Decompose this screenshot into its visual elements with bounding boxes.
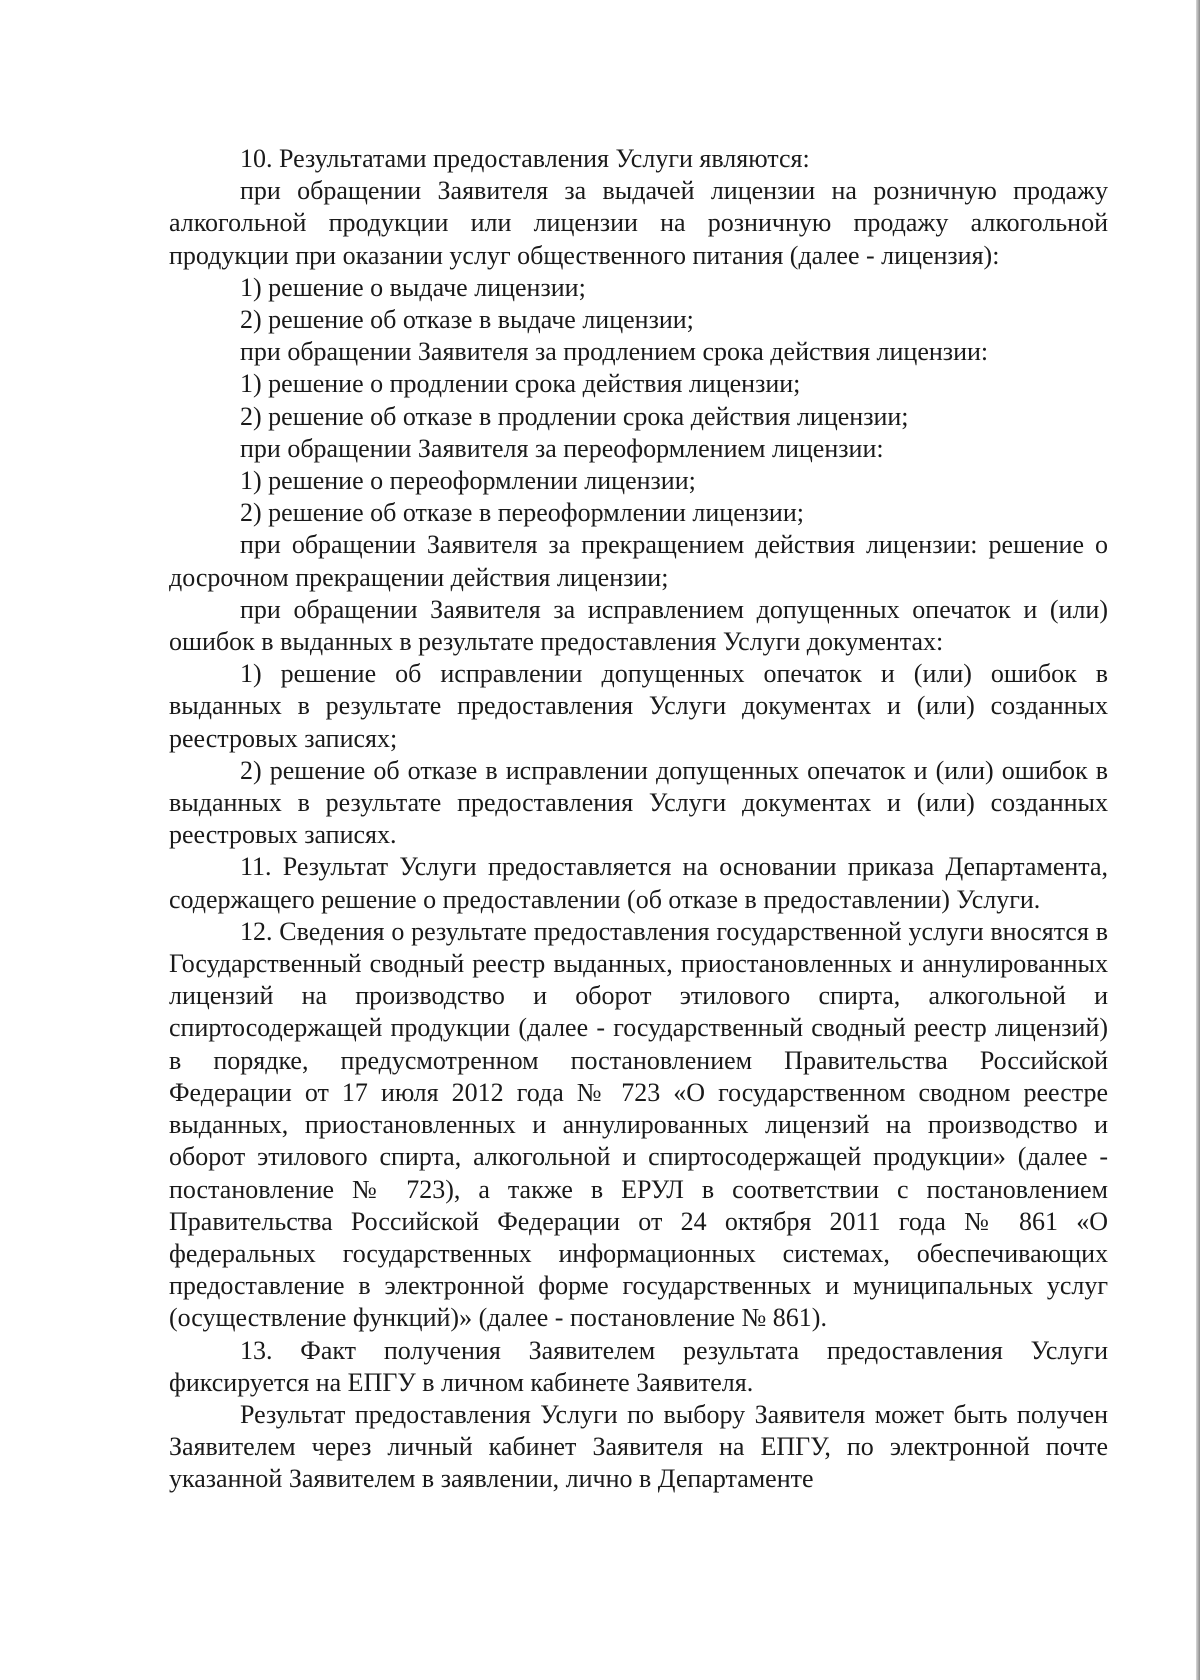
paragraph-11: при обращении Заявителя за прекращением действия лицензии: решение о досрочном прекращении действия лицензии; (169, 530, 1108, 592)
paragraph-3: 1) решение о выдаче лицензии; (240, 272, 586, 302)
paragraph-17: 13. Факт получения Заявителем результата предоставления Услуги фиксируется на ЕПГУ в личном кабинете Заявителя. (169, 1335, 1108, 1397)
paragraph-6: 1) решение о продлении срока действия лицензии; (240, 369, 801, 399)
paragraph-18: Результат предоставления Услуги по выбору Заявителя может быть получен Заявителем через личный кабинет Заявителя на ЕПГУ, по электронной почте указанной Заявителем в заявлении, лично в Департаменте (169, 1399, 1108, 1494)
paragraph-2: при обращении Заявителя за выдачей лицензии на розничную продажу алкогольной продукции или лицензии на розничную продажу алкогольной продукции при оказании услуг общественного питания (далее - лицензия): (169, 176, 1108, 270)
paragraph-14: 2) решение об отказе в исправлении допущенных опечаток и (или) ошибок в выданных в результате предоставления Услуги документах и (или) созданных реестровых записях. (169, 755, 1108, 850)
paragraph-4: 2) решение об отказе в выдаче лицензии; (240, 305, 694, 335)
paragraph-12: при обращении Заявителя за исправлением допущенных опечаток и (или) ошибок в выданных в результате предоставления Услуги документах: (169, 594, 1108, 657)
paragraph-9: 1) решение о переоформлении лицензии; (240, 466, 696, 496)
document-body (169, 143, 1108, 1496)
paragraph-1: 10. Результатами предоставления Услуги являются: (240, 144, 810, 173)
paragraph-5: при обращении Заявителя за продлением срока действия лицензии: (240, 337, 989, 367)
paragraph-15: 11. Результат Услуги предоставляется на основании приказа Департамента, содержащего решение о предоставлении (об отказе в предоставлении) Услуги. (169, 852, 1108, 914)
paragraph-13: 1) решение об исправлении допущенных опечаток и (или) ошибок в выданных в результате предоставления Услуги документах и (или) созданных реестровых записях; (169, 659, 1108, 753)
paragraph-8: при обращении Заявителя за переоформлением лицензии: (240, 433, 884, 463)
paragraph-10: 2) решение об отказе в переоформлении лицензии; (240, 498, 804, 528)
paragraph-7: 2) решение об отказе в продлении срока действия лицензии; (240, 401, 909, 431)
scan-edge-shadow (1196, 0, 1200, 1680)
paragraph-16: 12. Сведения о результате предоставления государственной услуги вносятся в Государственный сводный реестр выданных, приостановленных и аннулированных лицензий на производство и оборот этилового спирта, алкогольной и спиртосодержащей продукции (далее - государственный сводный реестр лицензий) в порядке, предусмотренном постановлением Правительства Российской Федерации от 17 июля 2012 года № 723 «О государственном сводном реестре выданных, приостановленных и аннулированных лицензий на производство и оборот этилового спирта, алкогольной и спиртосодержащей продукции» (далее - постановление № 723), а также в ЕРУЛ в соответствии с постановлением Правительства Российской Федерации от 24 октября 2011 года № 861 «О федеральных государственных информационных системах, обеспечивающих предоставление в электронной форме государственных и муниципальных услуг (осуществление функций)» (далее - постановление № 861). (169, 916, 1108, 1333)
